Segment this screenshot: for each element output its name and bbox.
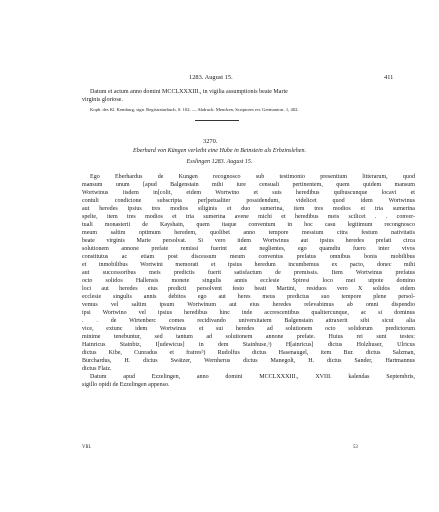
body-line: meum saltim optimum heredem, quolibet anno tempore messium citra festum nativitatis xyxy=(82,230,415,236)
body-line: Hainricus Stainbiz, I[udewicus] in dem Stainhuse,ᵃ) H[ainricus] dictus Holzhuser, Ulricus xyxy=(82,342,415,348)
body-line: octo solidos Hallensis monete singulis annis ecclesie Spiresi loco mei utpote domino xyxy=(82,278,415,284)
body-line: . . de Wirtenberc comes recidivando universitatem Balgenstain attraxerit sibi sicut alia xyxy=(82,318,415,324)
body-line: dictus Kibe, Cunradus et fratresᵇ) Rudolfus dictus Hasenaugel, item Bur. dictus Salzman, xyxy=(82,350,415,356)
body-line: spelte, item tres modios et tria sumerina avene michi et heredibus meis scilicet . . conver- xyxy=(82,214,415,220)
body-line: beate virginis Marie persolvat. Si vero iidem Wortwinus aut ipsius heredes prefati circa xyxy=(82,238,415,244)
section-divider xyxy=(195,120,239,121)
header-page-number: 411 xyxy=(384,74,394,81)
body-line: ipsi Wortwino vel ipsius heredibus hinc inde accrescentibus qualitercunque, ac si dominus xyxy=(82,310,415,316)
document-summary: Eberhard von Küngen verleiht eine Hube in Beinstein als Erbzinslehen. xyxy=(133,148,306,154)
body-line: aut heredes ipsius tres modios siliginis et duo sumerina, item tres modios et tria sumerina xyxy=(82,206,415,212)
body-line: dictus Flaiz. xyxy=(82,366,112,372)
body-line: Wortwinus iisdem in[colit, eidem Wortwino et suis heredibus quibuscunque locavi et xyxy=(82,190,415,196)
closing-line: sigillo opidi de Ezzelingen appenso. xyxy=(82,382,170,388)
body-line: solutionem annone prefate remissi fuerint aut neglientes, ego quamdiu fuero inter vivos xyxy=(82,246,415,252)
footer-signature-left: VIII. xyxy=(82,445,92,450)
closing-line: Datum apud Ezzelingen, anno domini MCCLXXXIII., XVIII. kalendas Septembris, xyxy=(90,374,415,380)
document-number: 3270. xyxy=(203,138,218,145)
body-line: constitutus ac etiam post discessum meum conventus prefatus omnibus bonis mobilibus xyxy=(82,254,415,260)
footer-signature-right: 53 xyxy=(353,445,358,450)
body-line: ecclesie singulis annis debitos ego aut heres meus predictus suo tempore plene persol- xyxy=(82,294,415,300)
body-line: contuli condicione subscripta per[petualiter possidendum, videlicet quod idem Wortwinus xyxy=(82,198,415,204)
body-line: tuali monasterii de Kayshain, quem itaque conventum in hoc casu legitimum recongnosco xyxy=(82,222,415,228)
body-line: Burchardus, H. dictus Swätzer, Wernherus dictus Manegolt, H. dictus Sander, Hartmannus xyxy=(82,358,415,364)
body-line: Ego Eberhardus de Kungen recognosco sub testimonio presentium litterarum, quod xyxy=(90,174,415,180)
body-line: vice, extunc idem Wortwinus et sui heredes ad solutionem octo solidorum predictorum xyxy=(82,326,415,332)
previous-entry-line: virginis gloriose. xyxy=(82,97,123,103)
body-line: aut successoribus meis predictis fuerit satisfactum de premissis. Item Wortwinus prefatus xyxy=(82,270,415,276)
previous-entry-source: Kopb. des Kl. Kemburg, sign. Registraturbuch, S. 102. — Abdruck: Mencken, Scriptores rer. Germanicar. 1, 402. xyxy=(90,107,299,112)
previous-entry-line: Datum et actum anno domini MCCLXXXIII., in vigilia assumptionis beate Marie xyxy=(90,89,288,95)
body-line: vemus vel saltim ipsum Wortwinum aut eius heredes relevabimus ab omni dispendio xyxy=(82,302,415,308)
body-line: et inmobilibus Wortwini memorati et ipsius heredum incumbemus ex pacto, donec mihi xyxy=(82,262,415,268)
header-date: 1283. August 15. xyxy=(189,74,233,81)
body-line: minime tenebuntur, sed tantum ad solutionem annone prefate. Huius rei sunt testes: xyxy=(82,334,415,340)
body-line: loci aut heredes eius predicti persolvent festo beati Martini, residuos vero X solidos eidem xyxy=(82,286,415,292)
document-place-date: Esslingen 1283. August 15. xyxy=(186,159,253,165)
body-line: mansum unum [apud Balgenstain mihi iure censuali pertinentem, quem quidem mansum xyxy=(82,182,415,188)
